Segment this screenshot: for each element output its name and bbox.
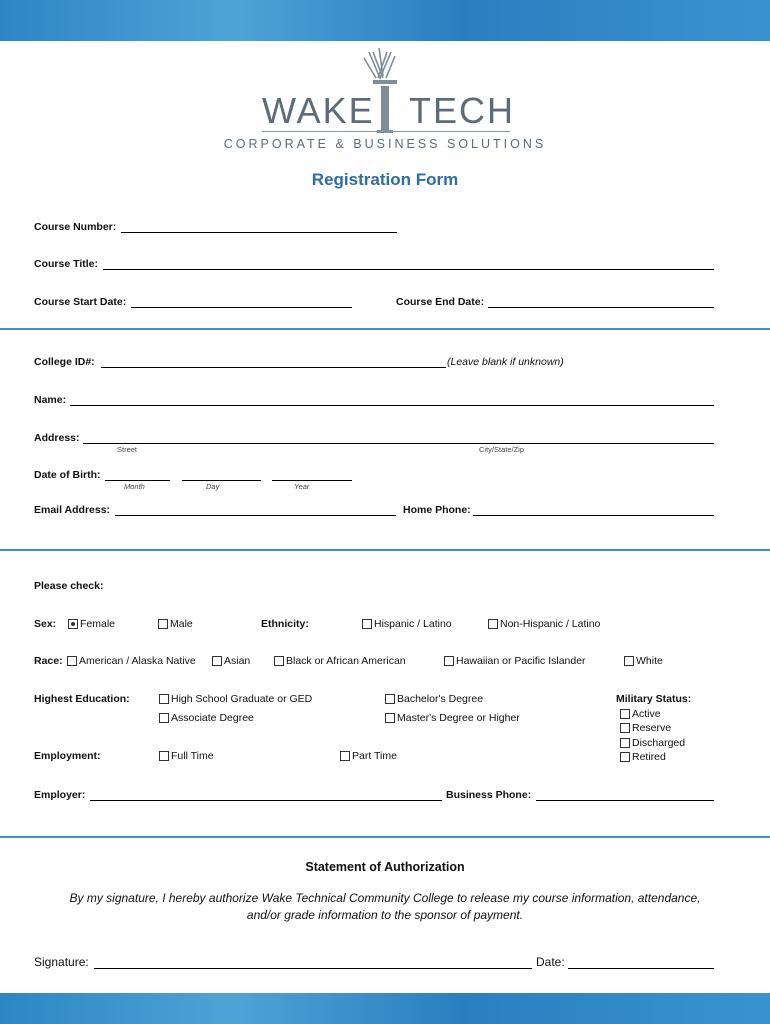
authorization-line-2: and/or grade information to the sponsor of payment. bbox=[246, 908, 524, 922]
wake-tech-logo bbox=[0, 44, 770, 154]
name-field[interactable] bbox=[70, 405, 714, 406]
checkbox-icon bbox=[159, 713, 169, 723]
associate-label: Associate Degree bbox=[171, 712, 254, 724]
asian-label: Asian bbox=[224, 655, 251, 667]
section-divider bbox=[0, 549, 770, 551]
part-time-label: Part Time bbox=[352, 750, 397, 762]
authorization-title: Statement of Authorization bbox=[305, 860, 465, 874]
non-hispanic-label: Non-Hispanic / Latino bbox=[500, 618, 601, 630]
employer-field[interactable] bbox=[90, 800, 442, 801]
part-time-checkbox[interactable] bbox=[340, 750, 397, 762]
white-label: White bbox=[636, 655, 663, 667]
checkbox-icon bbox=[620, 738, 630, 748]
home-phone-label: Home Phone: bbox=[403, 504, 471, 516]
day-caption: Day bbox=[206, 482, 220, 491]
full-time-checkbox[interactable] bbox=[159, 750, 214, 762]
race-label: Race: bbox=[34, 655, 63, 667]
dob-month-field[interactable] bbox=[105, 480, 170, 481]
course-end-field[interactable] bbox=[488, 307, 714, 308]
asian-checkbox[interactable] bbox=[212, 655, 250, 667]
business-phone-label: Business Phone: bbox=[446, 789, 532, 801]
discharged-checkbox[interactable] bbox=[620, 737, 685, 749]
section-divider bbox=[0, 836, 770, 838]
checkbox-icon bbox=[385, 694, 395, 704]
logo-subtitle: CORPORATE & BUSINESS SOLUTIONS bbox=[223, 137, 547, 151]
military-label: Military Status: bbox=[616, 693, 692, 705]
dob-day-field[interactable] bbox=[182, 480, 261, 481]
checkbox-icon bbox=[620, 723, 630, 733]
bachelor-label: Bachelor's Degree bbox=[397, 693, 484, 705]
associate-checkbox[interactable] bbox=[159, 712, 254, 724]
course-title-label: Course Title: bbox=[34, 258, 98, 270]
address-label: Address: bbox=[34, 432, 80, 444]
male-checkbox[interactable] bbox=[158, 618, 193, 630]
retired-checkbox[interactable] bbox=[620, 751, 666, 763]
hispanic-checkbox[interactable] bbox=[362, 618, 452, 630]
hs-checkbox[interactable] bbox=[159, 693, 312, 705]
reserve-label: Reserve bbox=[632, 722, 672, 734]
reserve-checkbox[interactable] bbox=[620, 722, 671, 734]
city-caption: City/State/Zip bbox=[479, 445, 525, 454]
checkbox-icon bbox=[624, 656, 634, 666]
college-id-label: College ID#: bbox=[34, 356, 95, 368]
email-field[interactable] bbox=[115, 515, 396, 516]
street-caption: Street bbox=[117, 445, 138, 454]
checkbox-icon bbox=[340, 751, 350, 761]
bachelor-checkbox[interactable] bbox=[385, 693, 483, 705]
year-caption: Year bbox=[294, 482, 310, 491]
checkbox-icon bbox=[385, 713, 395, 723]
checkbox-icon bbox=[67, 656, 77, 666]
american-indian-checkbox[interactable] bbox=[67, 655, 196, 667]
course-number-label: Course Number: bbox=[34, 221, 117, 233]
college-id-note: (Leave blank if unknown) bbox=[447, 356, 564, 368]
active-checkbox[interactable] bbox=[620, 708, 661, 720]
course-end-label: Course End Date: bbox=[396, 296, 485, 308]
authorization-body bbox=[40, 890, 730, 924]
course-number-field[interactable] bbox=[121, 232, 397, 233]
logo-word-wake: WAKE bbox=[262, 90, 375, 131]
black-checkbox[interactable] bbox=[274, 655, 406, 667]
masters-label: Master's Degree or Higher bbox=[397, 712, 520, 724]
checkbox-icon bbox=[212, 656, 222, 666]
hawaiian-checkbox[interactable] bbox=[444, 655, 586, 667]
checkbox-icon bbox=[362, 619, 372, 629]
american-indian-label: American / Alaska Native bbox=[79, 655, 196, 667]
retired-label: Retired bbox=[632, 751, 666, 763]
checkbox-icon bbox=[620, 752, 630, 762]
ethnicity-label: Ethnicity: bbox=[261, 618, 309, 630]
course-start-field[interactable] bbox=[131, 307, 352, 308]
please-check-heading: Please check: bbox=[34, 580, 104, 592]
female-checkbox[interactable] bbox=[68, 618, 115, 630]
checkbox-icon bbox=[274, 656, 284, 666]
home-phone-field[interactable] bbox=[473, 515, 714, 516]
date-label: Date: bbox=[536, 955, 565, 969]
employer-label: Employer: bbox=[34, 789, 86, 801]
date-field[interactable] bbox=[568, 968, 714, 969]
checkbox-icon bbox=[620, 709, 630, 719]
checkbox-icon bbox=[159, 751, 169, 761]
logo-word-tech: TECH bbox=[409, 90, 515, 131]
section-divider bbox=[0, 328, 770, 330]
form-title: Registration Form bbox=[311, 170, 459, 189]
course-start-label: Course Start Date: bbox=[34, 296, 127, 308]
hs-label: High School Graduate or GED bbox=[171, 693, 313, 705]
top-banner bbox=[0, 0, 770, 41]
non-hispanic-checkbox[interactable] bbox=[488, 618, 600, 630]
male-label: Male bbox=[170, 618, 193, 630]
checkbox-checked-icon bbox=[68, 619, 78, 629]
course-title-field[interactable] bbox=[103, 269, 714, 270]
address-field[interactable] bbox=[83, 443, 714, 444]
month-caption: Month bbox=[124, 482, 145, 491]
signature-label: Signature: bbox=[34, 955, 89, 969]
dob-label: Date of Birth: bbox=[34, 469, 101, 481]
employment-label: Employment: bbox=[34, 750, 101, 762]
female-label: Female bbox=[80, 618, 116, 630]
dob-year-field[interactable] bbox=[272, 480, 352, 481]
logo-rule bbox=[262, 131, 510, 132]
hawaiian-label: Hawaiian or Pacific Islander bbox=[456, 655, 586, 667]
education-label: Highest Education: bbox=[34, 693, 130, 705]
checkbox-icon bbox=[444, 656, 454, 666]
sex-label: Sex: bbox=[34, 618, 57, 630]
name-label: Name: bbox=[34, 394, 67, 406]
college-id-field[interactable] bbox=[101, 367, 446, 368]
signature-field[interactable] bbox=[94, 968, 532, 969]
white-checkbox[interactable] bbox=[624, 655, 663, 667]
checkbox-icon bbox=[488, 619, 498, 629]
hispanic-label: Hispanic / Latino bbox=[374, 618, 452, 630]
active-label: Active bbox=[632, 708, 661, 720]
masters-checkbox[interactable] bbox=[385, 712, 520, 724]
checkbox-icon bbox=[159, 694, 169, 704]
authorization-line-1: By my signature, I hereby authorize Wake Technical Community College to release my course information, attendance, bbox=[69, 891, 701, 905]
business-phone-field[interactable] bbox=[536, 800, 714, 801]
full-time-label: Full Time bbox=[171, 750, 214, 762]
checkbox-icon bbox=[158, 619, 168, 629]
black-label: Black or African American bbox=[286, 655, 406, 667]
discharged-label: Discharged bbox=[632, 737, 686, 749]
bottom-banner bbox=[0, 993, 770, 1024]
email-label: Email Address: bbox=[34, 504, 111, 516]
